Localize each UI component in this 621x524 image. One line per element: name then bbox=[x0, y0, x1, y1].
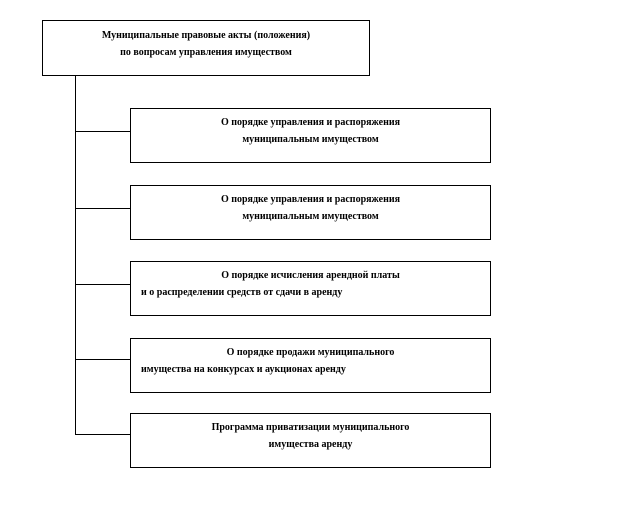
child-node-5-line-1: Программа приватизации муниципального bbox=[211, 422, 410, 433]
connector-branch-4 bbox=[75, 359, 130, 360]
child-node-2-line-2: муниципальным имуществом bbox=[242, 211, 379, 222]
connector-branch-2 bbox=[75, 208, 130, 209]
child-node-5 bbox=[130, 413, 491, 468]
connector-branch-1 bbox=[75, 131, 130, 132]
child-node-1-line-1: О порядке управления и распоряжения bbox=[220, 117, 401, 128]
child-node-2 bbox=[130, 185, 491, 240]
child-node-3-line-1: О порядке исчисления арендной платы bbox=[221, 270, 400, 281]
child-node-4 bbox=[130, 338, 491, 393]
child-node-1-line-2: муниципальным имуществом bbox=[242, 134, 379, 145]
connector-branch-5 bbox=[75, 434, 130, 435]
child-node-4-line-2: имущества на конкурсах и аукционах аренду bbox=[141, 364, 346, 375]
child-node-4-line-1: О порядке продажи муниципального bbox=[226, 347, 395, 358]
root-node bbox=[42, 20, 370, 76]
child-node-3 bbox=[130, 261, 491, 316]
root-node-line-2: по вопросам управления имуществом bbox=[120, 47, 292, 58]
connector-branch-3 bbox=[75, 284, 130, 285]
child-node-2-line-1: О порядке управления и распоряжения bbox=[220, 194, 401, 205]
child-node-1 bbox=[130, 108, 491, 163]
child-node-5-line-2: имущества аренду bbox=[268, 439, 353, 450]
root-node-line-1: Муниципальные правовые акты (положения) bbox=[101, 30, 311, 41]
connector-trunk bbox=[75, 76, 76, 434]
child-node-3-line-2: и о распределении средств от сдачи в аренду bbox=[141, 287, 343, 298]
